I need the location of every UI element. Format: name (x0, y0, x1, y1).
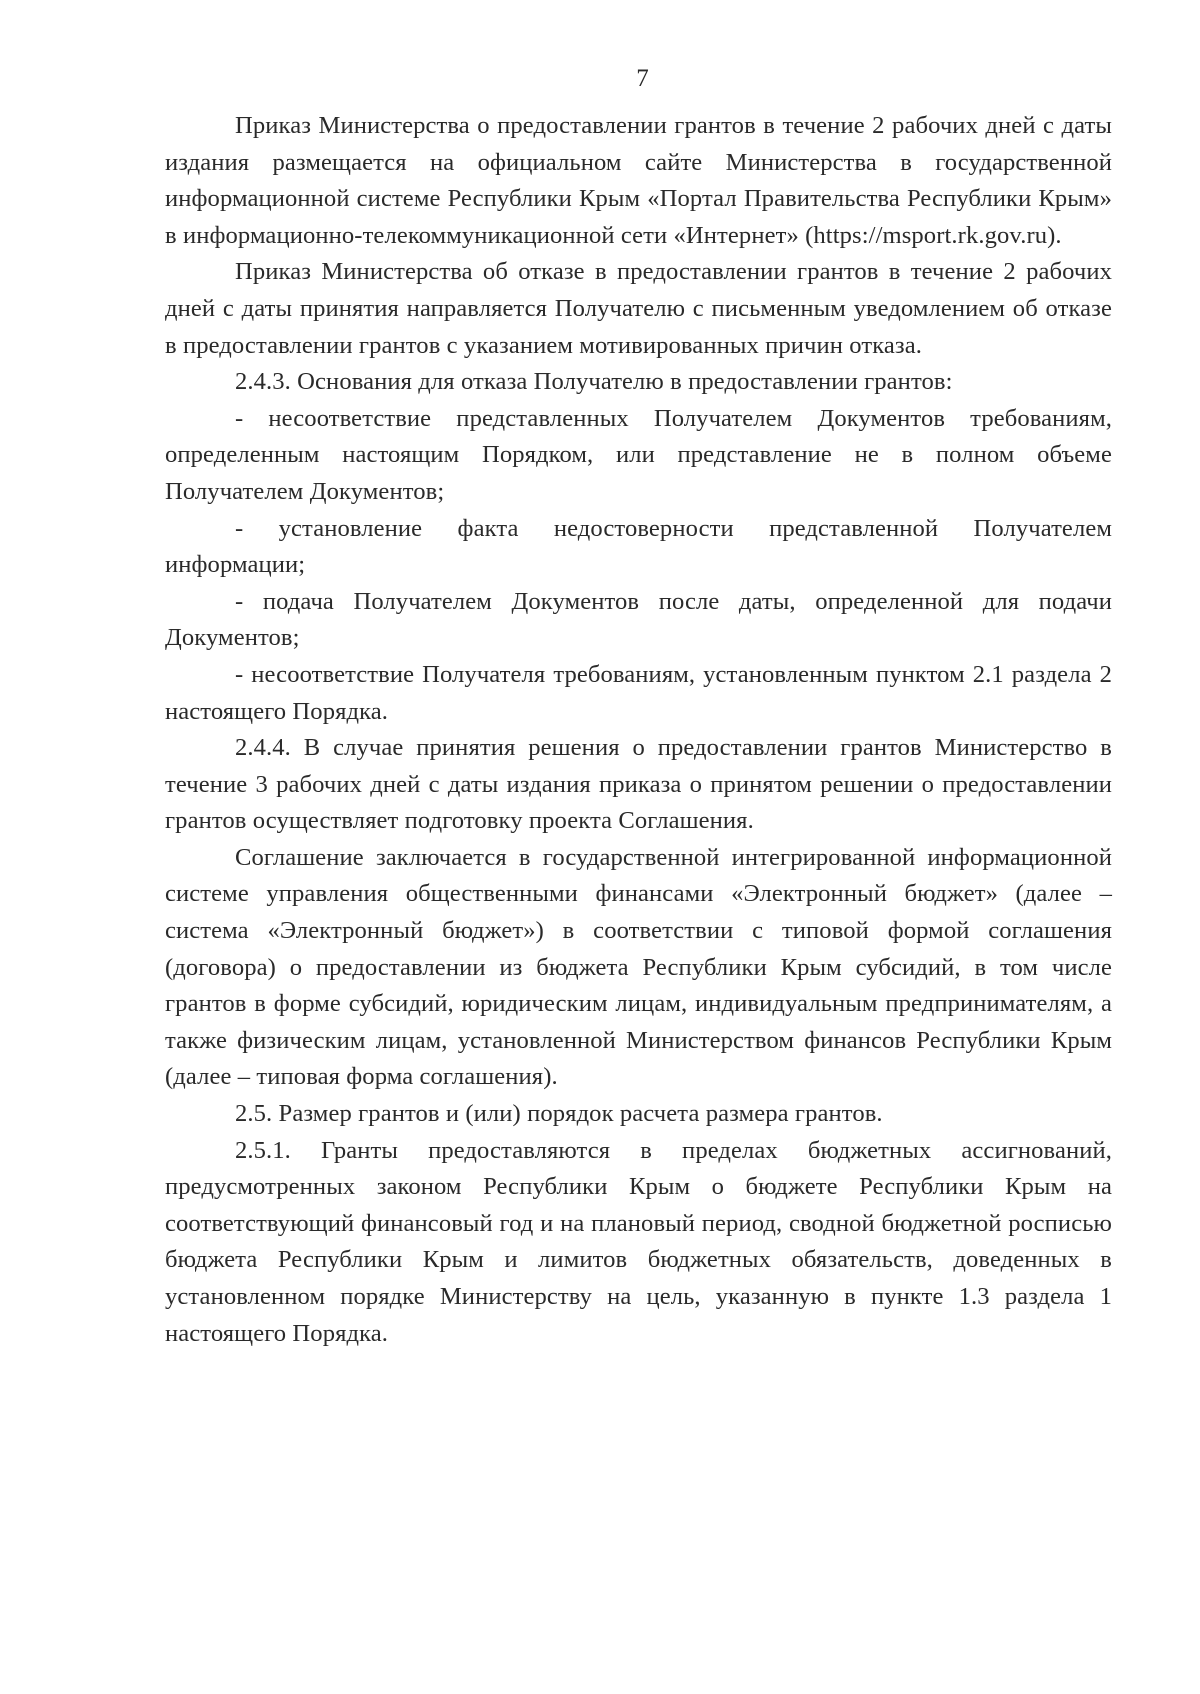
paragraph-2-4-4: 2.4.4. В случае принятия решения о предоставлении грантов Министерство в течение 3 рабочих дней с даты издания приказа о принятом решении о предоставлении грантов осуществляет подготовку проекта Соглашения. (165, 734, 1112, 835)
paragraph-order-publication: Приказ Министерства о предоставлении грантов в течение 2 рабочих дней с даты издания размещается на официальном сайте Министерства в государственной информационной системе Республики Крым «Портал Правительства Республики Крым» в информационно-телекоммуникационной сети «Интернет» (https://msport.rk.gov.ru). (165, 112, 1112, 249)
paragraph-agreement: Соглашение заключается в государственной интегрированной информационной системе управления общественными финансами «Электронный бюджет» (далее – система «Электронный бюджет») в соответствии с типовой формой соглашения (договора) о предоставлении из бюджета Республики Крым субсидий, в том числе грантов в форме субсидий, юридическим лицам, индивидуальным предпринимателям, а также физическим лицам, установленной Министерством финансов Республики Крым (далее – типовая форма соглашения). (165, 843, 1112, 1091)
paragraph-refusal-reason-3: - подача Получателем Документов после даты, определенной для подачи Документов; (165, 587, 1112, 652)
paragraph-2-5-heading: 2.5. Размер грантов и (или) порядок расчета размера грантов. (235, 1100, 883, 1128)
paragraph-2-5-1: 2.5.1. Гранты предоставляются в пределах бюджетных ассигнований, предусмотренных законом Республики Крым о бюджете Республики Крым на соответствующий финансовый год и на плановый период, сводной бюджетной росписью бюджета Республики Крым и лимитов бюджетных обязательств, доведенных в установленном порядке Министерству на цель, указанную в пункте 1.3 раздела 1 настоящего Порядка. (165, 1136, 1112, 1347)
paragraph-order-refusal: Приказ Министерства об отказе в предоставлении грантов в течение 2 рабочих дней с даты принятия направляется Получателю с письменным уведомлением об отказе в предоставлении грантов с указанием мотивированных причин отказа. (165, 258, 1112, 359)
paragraph-refusal-reason-2: - установление факта недостоверности представленной Получателем информации; (165, 514, 1112, 579)
page-number: 7 (636, 65, 649, 92)
paragraph-refusal-reason-1: - несоответствие представленных Получателем Документов требованиям, определенным настоящим Порядком, или представление не в полном объеме Получателем Документов; (165, 404, 1112, 505)
paragraph-2-4-3-heading: 2.4.3. Основания для отказа Получателю в предоставлении грантов: (235, 368, 953, 396)
paragraph-refusal-reason-4: - несоответствие Получателя требованиям, установленным пунктом 2.1 раздела 2 настоящего Порядка. (165, 660, 1112, 725)
